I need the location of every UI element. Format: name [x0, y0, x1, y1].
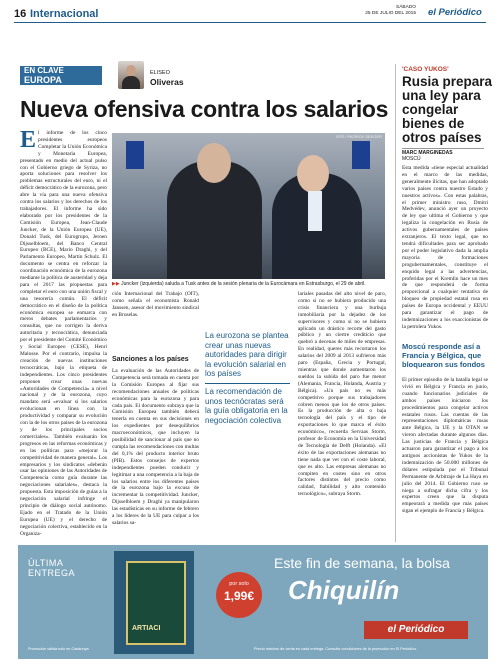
- column-divider: [395, 64, 396, 542]
- caption-arrow-icon: ▶▶: [112, 281, 120, 287]
- photo-credit: EFE / PATRICK SEEGER: [336, 134, 382, 139]
- sidebar-tag: 'CASO YUKOS': [402, 66, 449, 73]
- sidebar-divider: [402, 148, 484, 149]
- page-number: 16: [14, 8, 27, 20]
- price-label: por solo: [229, 581, 249, 587]
- sidebar-text-2: El primer episodio de la batalla legal se vivió en Bélgica y Francia en junio, cuando funcionarios judiciales de ambos países iniciaron los procedimientos para congelar activos estatales rusos. Las cuentas de las representaciones diplomáticas rusas ante Bélgica, la UE y la OTAN se vieron afectadas durante algunos días. Las justicias de Francia y Bélgica actuaron para garantizar el pago a los antiguos accionistas de Yukos de la indemnización de 50.000 millones de dólares estipulada por el Tribunal Permanente de Arbitraje de La Haya en julio del 2014. El Gobierno ruso se niega a sufragar dicha cifra y los expertos creen que la disputa empeorará a medida que más países sigan el ejemplo de Francia y Bélgica.: [402, 377, 488, 515]
- header-divider: [14, 22, 486, 23]
- article-photo: [112, 133, 385, 279]
- sidebar-byline: MARC MARGINEDAS: [402, 150, 453, 156]
- dateline: [326, 5, 416, 16]
- article-column-2: ción Internacional del Trabajo (OIT), como señala el economista Ronald Janssen, asesor del movimiento sindical en Bruselas.: [112, 291, 199, 318]
- caption-text: Juncker (izquierda) saluda a Tusk antes de la sesión plenaria de la Eurocámara en Estrasburgo, el 29 de abril.: [121, 281, 366, 287]
- price-value: 1,99€: [223, 589, 255, 603]
- author-last-name: Oliveras: [150, 77, 184, 87]
- sidebar-text-1: Esta medida «tiene especial actualidad en el marco de las medidas, generalmente ilícitas, que han adoptado varios países contra nuestro Estado y nuestros activos». Con estas palabras, el primer ministro ruso, Dmitri Medvédev, anunció ayer un proyecto de ley que ultima el Gobierno y que legaliza la congelación en Rusia de activos gubernamentales de países extranjeros. El texto legal, que no tendrá dificultades para ser aprobado por el poder legislativo dada la amplia mayoría de formaciones progubernamentales, constituye el enquido legal a las advertencias, proferidas por el Kremlin hace un mes de que responderá de forma proporcional a cualquier tentativa de bloqueo de propiedad estatal rusa en países de Europa occidental y EEUU para garantizar el pago de indemnizaciones a los exaccionistas de la petrolera Yukos.: [402, 165, 488, 330]
- advertisement[interactable]: [18, 545, 488, 659]
- sidebar-place: MOSCÚ: [402, 156, 421, 162]
- article-subhead: Sanciones a los países: [112, 356, 189, 363]
- pull-quote-2: La recomendación de unos tecnócratas será la guía obligatoria en la negociación colectiva: [205, 387, 288, 425]
- ad-tag-line1: ÚLTIMA: [28, 558, 64, 568]
- article-column-1: [20, 127, 107, 537]
- pull-quote-1: La eurozona se plantea crear unas nuevas autoridades para dirigir la evolución salarial en los países: [205, 331, 289, 378]
- column-badge-line1: EN CLAVE: [24, 66, 64, 75]
- pull-quote-divider: [205, 383, 290, 384]
- eu-flag-icon: [352, 141, 370, 169]
- date-full: 25 DE JULIO DEL 2015: [365, 10, 416, 16]
- sidebar-headline: Rusia prepara una ley para congelar bienes de otros países: [402, 74, 493, 145]
- ad-cover-text: ARTIACI: [132, 625, 161, 632]
- author-first-name: ELISEO: [150, 70, 170, 76]
- headline: Nueva ofensiva contra los salarios: [20, 96, 389, 122]
- sidebar-subhead: Moscú responde así a Francia y Bélgica, que bloquearon sus fondos: [402, 342, 485, 369]
- ad-claim: Este fin de semana, la bolsa: [274, 555, 450, 571]
- column-badge-line2: EUROPA: [24, 75, 62, 85]
- author-photo: [118, 61, 144, 89]
- ad-product-image: [114, 551, 194, 654]
- date-day: SÁBADO: [396, 5, 416, 10]
- article-column-4: lariales pasadas del alto nivel de paro, como si no se hubiera producido una crisis financiera y una burbuja inmobiliaria por la dejadez de los supervisores y como si no se hubiera aplicado un drástico recorte del gasto público y un ciertre crediticio que quebró a decenas de miles de empresas. En realidad, queres más recortaron los salarios del 2009 al 2013 sufrieron más paro (España, Grecia y Portugal, mientras que donde aumentaron los sueldos la subida del paro fue menor (Alemania, Francia, Holanda, Austria y Bélgica). «Un país no es más competitivo porque sus trabajadores cobren menos que los de otros países. Es la producción de alta o baja tecnología del país y el tipo de exportaciones lo que marca el éxito económico», recuerda Servaas Storm, profesor de Economía en la Universidad de Tecnología de Delft (Holanda). «El éxito de las exportaciones alemanas no tiene nada que ver con el coste laboral, que es alto. Las empresas alemanas no compiten en costes sino en otros factores distintos del precio como calidad, fiabilidad y alto contenido tecnológico», subraya Storm.: [298, 291, 386, 498]
- photo-caption: [112, 281, 385, 287]
- dropcap: E: [20, 127, 37, 153]
- ad-legal-note: Promoción válida solo en Catalunya: [28, 647, 89, 651]
- ad-tag: [28, 558, 75, 578]
- eu-flag-icon: [126, 141, 144, 169]
- article-text-col1: l informe de los cinco presidentes europeos Completar la Unión Económica y Monetaria Europea, presentado en medio del actual pulso con el Gobierno griego de Syriza, no aporta soluciones para resolver los problemas estructurales del euro, ni el déficit democrático de la eurozona, pero abre la vía para una nueva ofensiva contra los salarios y los derechos de los trabajadores. El informe ha sido elaborado por los presidentes de la Comisión Europea, Jean-Claude Juncker, de la Unión Europea (UE), Donald Tusk, del Eurogrupo, Jeroen Dijsselbloem, del Banco Central Europeo (BCE), Mario Draghi, y del Parlamento Europeo, Martin Schulz. El documento se centra en reforzar la coordinación económica de la eurozona mediante la política de austeridad y deja para el 2017 las propuestas para completar el euro con una unión fiscal y una tesorería común. El déficit democrático en el diseño de la política económica europea se enmarca con meros debates parlamentarios y consultas, que no corrigen la deriva autoritaria y tecnocrática, denunciada por el presidente del Comité Económico y Social Europeo (CESE), Henri Malosse. Por el contrario, impulsa la creación de nuevas instituciones tecnocráticas, bajo la etiqueta de independientes. Los cinco presidentes proponen crear unas nuevas «Autoridades de Competencia» a nivel nacional y de la eurozona, cuyo mandato será «evaluar si los salarios evolucionan en línea con la productividad y comparar su evolución con la de los otros países de la eurozona y de los principales socios comerciales». También evaluarán los progresos en las reformas económicas y en las políticas para «mejorar la competitividad de manera general». Los empresarios y los sindicatos «deberán usar las opiniones de las Autoridades de Competencia como guía durante las negociaciones salariales», destaca la propuesta. Esta imposición de guías a la negociación salarial infringe el principio de diálogo social autónomo. Ejado en el Tratado de la Unión Europea (UE) y el derecho de negociación colectiva, establecido en la Organiza-: [20, 130, 107, 537]
- ad-legal-note-2: Precio máximo de venta en cada entrega. Consulte condiciones de la promoción en El Periódico.: [254, 647, 418, 651]
- section-title: Internacional: [30, 8, 99, 20]
- brand-logo: el Periódico: [428, 7, 482, 18]
- column-badge: [20, 66, 102, 85]
- price-badge: [216, 572, 262, 618]
- ad-product-name: Chiquilín: [288, 575, 400, 605]
- article-column-2b: La evaluación de las Autoridades de Competencia será tomada en cuenta por la Comisión Europea al fijar sus recomendaciones anuales de políticas económicas para la eurozona y para cada país. El documento subraya que la Comisión Europea también deberá tenerla en cuenta en sus decisiones en los expedientes por desequilibrios macroeconómicos, que incluyen la posibilidad de sancionar al país que no cumpla las recomendaciones con multas del 0,1% del producto interior bruto (PIB). Estos consejos de expertos independientes pueden conducir y legitimar a una competencia a la baja de los salarios entre los diferentes países de la eurozona bajo la excusa de incrementar la competitividad. Juncker, Dijsselbloem y Draghi ya manipularon las estadísticas en su informe de febrero a los líderes de la UE para culpar a los salarios sa-: [112, 368, 199, 526]
- ad-tag-line2: ENTREGA: [28, 568, 76, 578]
- ad-brand-logo: el Periódico: [364, 621, 468, 639]
